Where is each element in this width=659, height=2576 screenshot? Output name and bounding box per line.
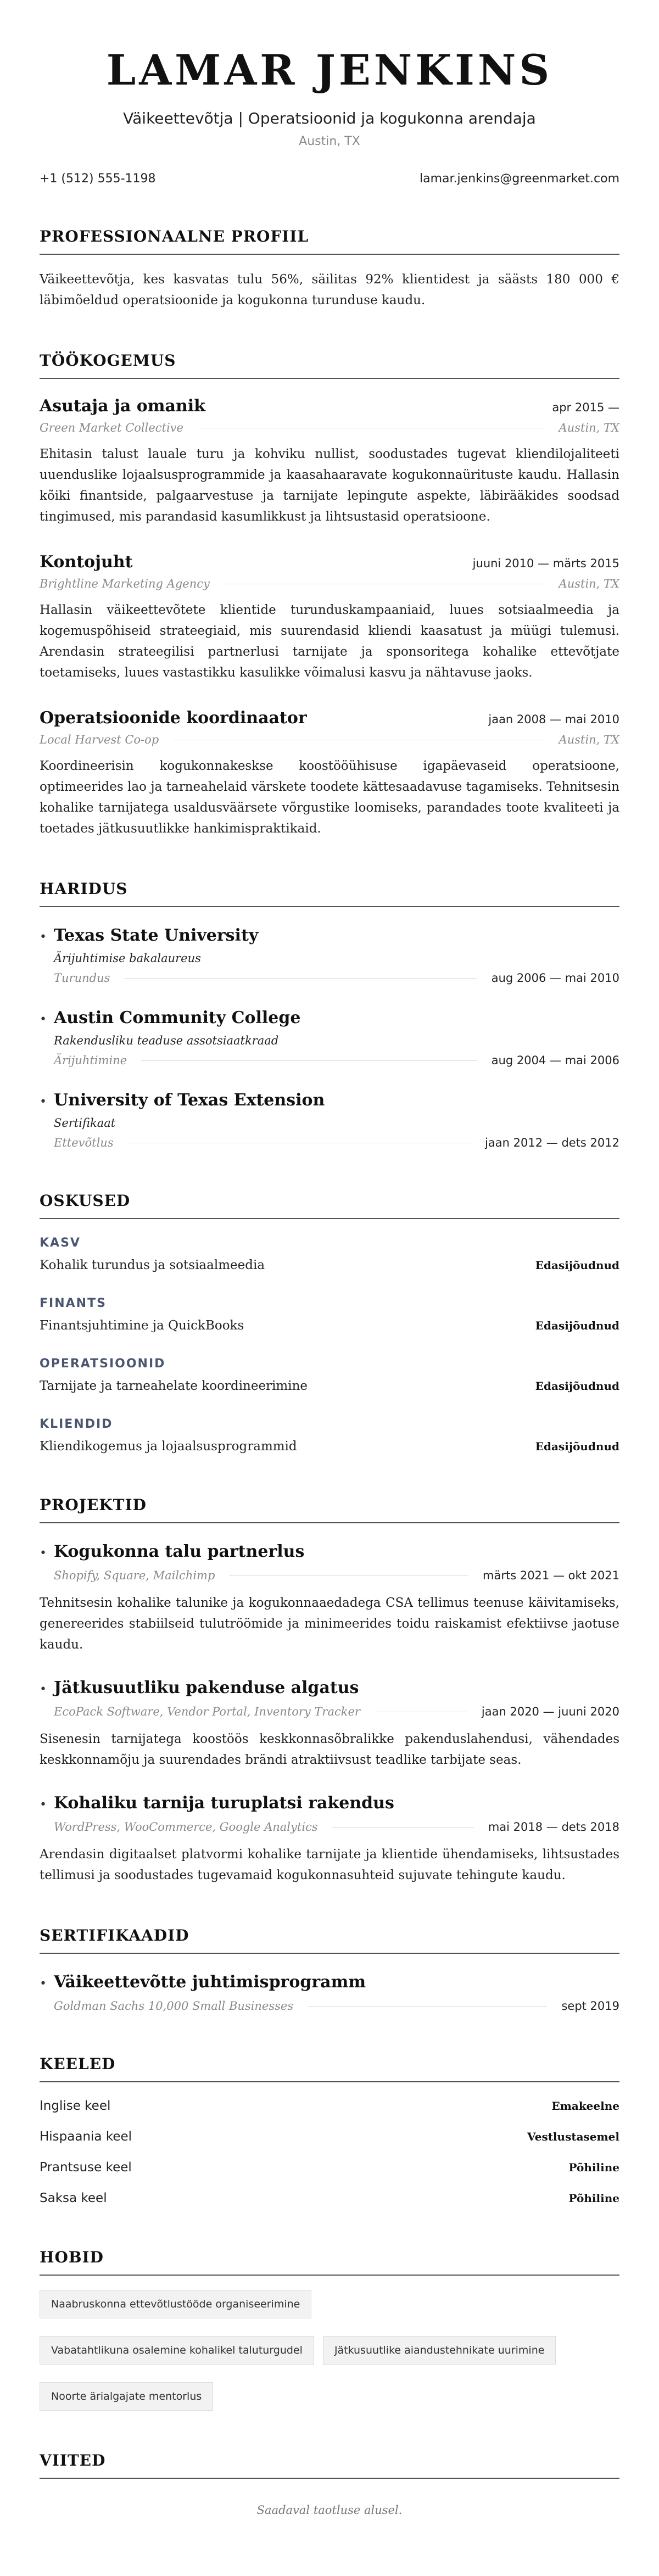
school-name: Austin Community College [54,1008,301,1027]
education-dates: aug 2006 — mai 2010 [491,971,619,985]
skill-name: Finantsjuhtimine ja QuickBooks [40,1318,244,1333]
section-title: KEELED [40,2055,619,2082]
job-entry [40,395,619,527]
job-description: Hallasin väikeettevõtete klientide turunduskampaaniaid, luues sotsiaalmeedia ja kogemuspõhiseid strateegiaid, mis suurendasid kliendi kaasatust ja müügi tulemusi. Arendasin strateegilisi partnerlusi tarnijate ja sponsoritega kohalike ettevõtjate toetamiseks, luues vastastikku kasulikke võimalusi kasvu ja nähtavuse jaoks. [40,603,619,680]
project-entry [40,1541,619,1655]
bullet-icon: • [40,1095,47,1109]
language-row [40,2097,619,2115]
job-description: Koordineerisin kogukonnakeskse koostööühisuse igapäevaseid operatsioone, optimeerides lao ja tarneahelaid värskete toodete kättesaadavuse tagamiseks. Tehnitsesin kohalike tarnijatega usaldusväärsete võrgustike loomiseks, parandades toote kvaliteeti ja toetades jätkusuutlikke hankimispraktikaid. [40,759,619,836]
language-row [40,2127,619,2146]
certifications-section [40,1926,619,2014]
project-title: Kohaliku tarnija turuplatsi rakendus [54,1793,394,1813]
project-title: Jätkusuutliku pakenduse algatus [54,1678,359,1697]
project-description: Arendasin digitaalset platvormi kohalike tarnijate ja klientide ühendamiseks, lihtsustades tellimusi ja soodustades tugevamaid kogukonnasuhteid sujuvate tehingute kaudu. [40,1847,619,1882]
job-title: Asutaja ja omanik [40,396,205,416]
job-company: Brightline Marketing Agency [40,577,210,590]
degree: Sertifikaat [54,1116,116,1130]
certification-title: Väikeettevõtte juhtimisprogramm [54,1972,366,1992]
skill-category: FINANTS [40,1297,107,1310]
bullet-icon: • [40,930,47,944]
hobby-tags [40,2290,619,2411]
hobby-tag: Naabruskonna ettevõtlustööde organiseerimine [40,2290,311,2318]
education-dates: aug 2004 — mai 2006 [491,1054,619,1067]
job-company: Local Harvest Co-op [40,733,159,746]
projects-section [40,1496,619,1886]
languages-section [40,2055,619,2208]
section-title: HARIDUS [40,880,619,907]
skill-category: KLIENDID [40,1417,113,1431]
job-location: Austin, TX [559,421,619,434]
job-title: Kontojuht [40,552,133,572]
hobby-tag: Noorte ärialgajate mentorlus [40,2382,213,2411]
job-location: Austin, TX [559,577,619,590]
project-entry [40,1792,619,1886]
skill-name: Kliendikogemus ja lojaalsusprogrammid [40,1439,297,1454]
skill-group [40,1236,619,1274]
project-dates: märts 2021 — okt 2021 [483,1569,619,1582]
email-address: lamar.jenkins@greenmarket.com [420,172,619,186]
section-title: OSKUSED [40,1192,619,1219]
certification-issuer: Goldman Sachs 10,000 Small Businesses [54,1999,294,2013]
divider [141,1060,477,1061]
job-company: Green Market Collective [40,421,183,434]
field-of-study: Ettevõtlus [54,1136,114,1149]
bullet-icon: • [40,1977,47,1991]
references-note: Saadaval taotluse alusel. [256,2504,403,2517]
school-name: Texas State University [54,926,259,945]
education-section [40,880,619,1151]
project-tools: Shopify, Square, Mailchimp [54,1569,215,1582]
school-name: University of Texas Extension [54,1091,325,1110]
project-dates: mai 2018 — dets 2018 [488,1820,619,1834]
project-description: Tehnitsesin kohalike talunike ja kogukonnaaedadega CSA tellimus teenuse käivitamiseks, genereerides stabiilseid tulutröömide ja minimeerides toidu raiskamist efektiivse jaotuse kaudu. [40,1596,619,1652]
bullet-icon: • [40,1798,47,1812]
skill-level: Edasijõudnud [535,1440,619,1453]
degree: Ärijuhtimise bakalaureus [54,952,201,965]
language-level: Vestlustasemel [527,2130,619,2143]
language-name: Inglise keel [40,2099,111,2113]
resume-header [40,0,619,149]
education-entry [40,925,619,986]
certification-date: sept 2019 [561,1999,619,2013]
language-level: Põhiline [568,2161,619,2174]
contact-row [40,171,619,187]
job-dates: jaan 2008 — mai 2010 [488,713,619,726]
skill-level: Edasijõudnud [535,1379,619,1393]
education-entry [40,1089,619,1151]
hobby-tag: Jätkusuutlike aiandustehnikate uurimine [323,2336,556,2365]
section-title: PROJEKTID [40,1496,619,1523]
language-level: Põhiline [568,2192,619,2205]
project-description: Sisenesin tarnijatega koostöös keskkonnasõbralikke pakenduslahendusi, vähendades keskkonnamõju ja suurendades brändi atraktiivsust teadlike tarbijate seas. [40,1732,619,1767]
candidate-name: LAMAR JENKINS [106,46,553,94]
language-row [40,2158,619,2177]
bullet-icon: • [40,1013,47,1026]
certification-entry [40,1971,619,2014]
divider [308,2006,547,2007]
skill-level: Edasijõudnud [535,1259,619,1272]
skill-group [40,1356,619,1395]
field-of-study: Ärijuhtimine [54,1054,127,1067]
job-title: Operatsioonide koordinaator [40,708,307,728]
project-tools: WordPress, WooCommerce, Google Analytics [54,1820,318,1834]
phone-number: +1 (512) 555-1198 [40,172,156,186]
section-title: SERTIFIKAADID [40,1926,619,1954]
degree: Rakendusliku teaduse assotsiaatkraad [54,1034,279,1047]
divider [332,1827,474,1828]
job-dates: apr 2015 — [552,401,619,414]
skill-name: Tarnijate ja tarneahelate koordineerimine [40,1379,308,1393]
hobby-tag: Vabatahtlikuna osalemine kohalikel taluturgudel [40,2336,314,2365]
skill-name: Kohalik turundus ja sotsiaalmeedia [40,1258,265,1272]
job-location: Austin, TX [559,733,619,746]
section-title: VIITED [40,2451,619,2479]
education-dates: jaan 2012 — dets 2012 [485,1136,619,1149]
experience-section [40,351,619,839]
references-section [40,2451,619,2518]
skill-group [40,1296,619,1334]
language-level: Emakeelne [551,2099,619,2113]
skill-category: KASV [40,1236,81,1250]
candidate-location: Austin, TX [299,135,360,148]
education-entry [40,1007,619,1069]
divider [124,978,477,979]
section-title: TÖÖKOGEMUS [40,351,619,379]
project-dates: jaan 2020 — juuni 2020 [481,1705,619,1718]
project-tools: EcoPack Software, Vendor Portal, Inventory Tracker [54,1705,360,1718]
profile-section [40,227,619,311]
job-dates: juuni 2010 — märts 2015 [472,557,619,570]
divider [229,1575,468,1576]
job-entry [40,551,619,683]
project-entry [40,1677,619,1770]
section-title: PROFESSIONAALNE PROFIIL [40,227,619,255]
bullet-icon: • [40,1683,47,1696]
skill-level: Edasijõudnud [535,1319,619,1332]
bullet-icon: • [40,1546,47,1560]
candidate-headline: Väikeettevõtja | Operatsioonid ja kogukonna arendaja [123,109,536,127]
skills-section [40,1192,619,1455]
section-title: HOBID [40,2248,619,2276]
language-name: Saksa keel [40,2191,107,2205]
profile-summary: Väikeettevõtja, kes kasvatas tulu 56%, säilitas 92% klientidest ja säästs 180 000 € läbimõeldud operatsioonide ja kogukonna turunduse kaudu. [40,272,619,308]
skill-category: OPERATSIOONID [40,1357,166,1371]
language-name: Hispaania keel [40,2130,132,2144]
project-title: Kogukonna talu partnerlus [54,1542,305,1561]
skill-group [40,1417,619,1455]
hobbies-section [40,2248,619,2411]
job-description: Ehitasin talust lauale turu ja kohviku nullist, soodustades tugevat kliendilojaliteeti uuenduslike lojaalsusprogrammide ja kaasahaaravate kogukonnaürituste kaudu. Hallasin kõiki finantside, palgaarvestuse ja tarnijate lepingute aspekte, läbirääkides soodsad tingimused, mis parandasid kasumlikkust ja lihtsustasid operatsioone. [40,447,619,524]
job-entry [40,707,619,839]
language-name: Prantsuse keel [40,2160,132,2175]
field-of-study: Turundus [54,971,110,985]
language-row [40,2189,619,2208]
